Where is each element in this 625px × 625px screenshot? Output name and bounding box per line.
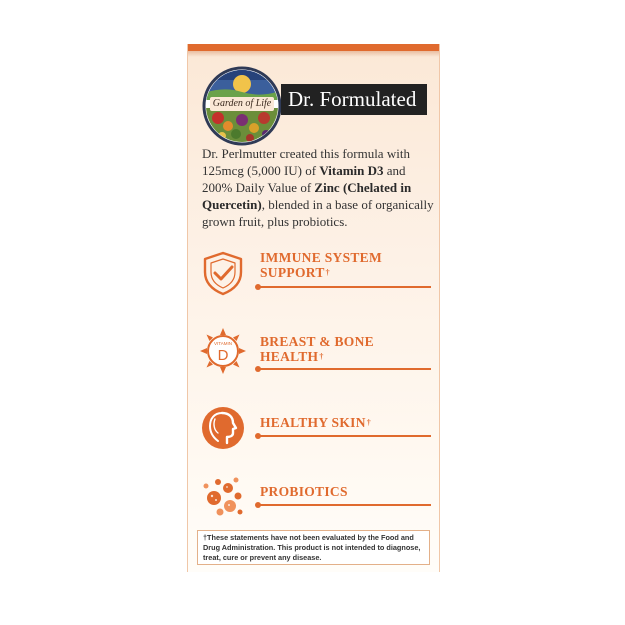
intro-text-2: and 200% Daily Value of — [202, 163, 406, 195]
benefit-underline — [257, 368, 431, 370]
intro-bold-zinc: Zinc (Chelated in Quercetin) — [202, 180, 412, 212]
benefit-underline — [257, 286, 431, 288]
sun-vitamin-d-icon — [200, 328, 246, 374]
benefit-title-line1: HEALTHY SKIN — [260, 415, 366, 430]
probiotic-dots-icon — [200, 474, 246, 520]
intro-paragraph — [202, 145, 434, 230]
benefit-title-line1: BREAST & BONE — [260, 334, 374, 349]
intro-text-1: Dr. Perlmutter created this formula with 125mcg (5,000 IU) of — [202, 146, 410, 178]
benefit-underline — [257, 435, 431, 437]
top-band-shadow — [188, 51, 439, 57]
fda-disclaimer: †These statements have not been evaluated by the Food and Drug Administration. This product is not intended to diagnose, treat, cure or prevent any disease. — [197, 530, 430, 565]
benefit-title — [260, 484, 432, 499]
benefit-underline — [257, 504, 431, 506]
dagger-mark: † — [319, 352, 324, 361]
vitamin-letter: D — [217, 347, 229, 364]
benefit-title-line1: PROBIOTICS — [260, 484, 348, 499]
intro-text-3: , blended in a base of organically grown fruit, plus probiotics. — [202, 197, 434, 229]
benefit-title — [260, 415, 432, 430]
dagger-mark: † — [325, 268, 330, 277]
intro-bold-vitamin: Vitamin D3 — [319, 163, 384, 178]
shield-check-icon — [200, 250, 246, 296]
benefit-title — [260, 250, 432, 280]
face-profile-icon — [200, 405, 246, 451]
product-panel — [187, 44, 440, 572]
logo-wordmark: Garden of Life — [210, 97, 274, 111]
benefit-title-line1: IMMUNE SYSTEM — [260, 250, 383, 265]
benefit-title-line2: HEALTH — [260, 349, 319, 364]
benefit-title — [260, 334, 432, 364]
vitamin-small-label: VITAMIN — [214, 341, 232, 346]
top-accent-band — [188, 44, 439, 51]
benefit-title-line2: SUPPORT — [260, 265, 325, 280]
product-line-title: Dr. Formulated — [288, 87, 417, 111]
dagger-mark: † — [366, 418, 372, 427]
